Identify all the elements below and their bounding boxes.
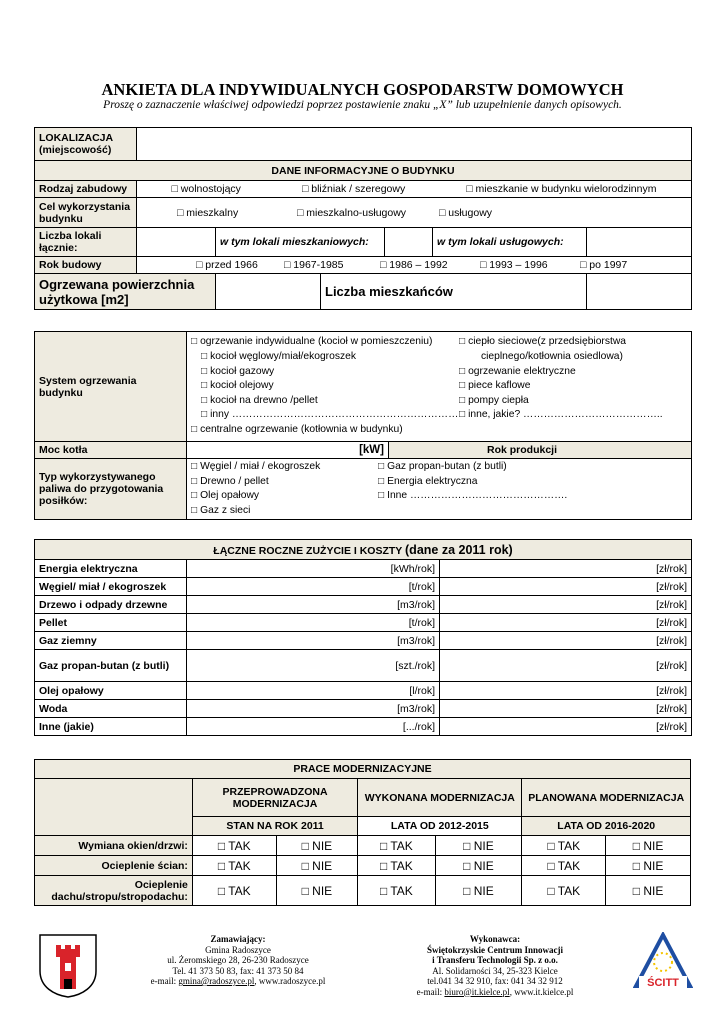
no-checkbox[interactable]: □ NIE: [276, 876, 358, 906]
year-option[interactable]: □ 1967-1985: [284, 259, 344, 271]
client-phone: Tel. 41 373 50 83, fax: 41 373 50 84: [172, 965, 304, 976]
modernization-row: [35, 836, 691, 856]
heating-option[interactable]: □ ogrzewanie elektryczne: [459, 365, 576, 377]
consumption-cost-input[interactable]: [zł/rok]: [440, 718, 692, 736]
heating-option[interactable]: □ ciepło sieciowe(z przedsiębiorstwa: [459, 336, 627, 348]
consumption-row: [35, 682, 692, 700]
units-label: Liczba lokali łącznie:: [35, 228, 137, 257]
year-option[interactable]: □ 1986 – 1992: [380, 259, 448, 271]
consumption-cost-input[interactable]: [zł/rok]: [440, 632, 692, 650]
units-service-label: w tym lokali usługowych:: [433, 228, 587, 257]
no-checkbox[interactable]: □ NIE: [435, 836, 522, 856]
consumption-label: Energia elektryczna: [35, 560, 187, 578]
consumption-row: [35, 596, 692, 614]
area-input[interactable]: [216, 274, 321, 310]
heating-option[interactable]: □ kocioł węglowy/miał/ekogroszek: [201, 351, 357, 363]
contractor-email-label: e-mail:: [416, 986, 443, 997]
consumption-quantity-input[interactable]: [t/rok]: [187, 614, 440, 632]
contractor-address: Al. Solidarności 34, 25-323 Kielce: [432, 965, 558, 976]
scitt-logo-text: ŚCITT: [647, 977, 679, 989]
instructions: Proszę o zaznaczenie właściwej odpowiedzi poprzez postawienie znaku „X” lub uzupełnienie danych opisowych.: [103, 99, 622, 111]
contractor-email-link[interactable]: biuro@it.kielce.pl: [444, 986, 510, 997]
building-purpose-label: Cel wykorzystania budynku: [35, 198, 137, 228]
cooking-option[interactable]: □ Drewno / pellet: [191, 475, 269, 487]
consumption-title: [35, 540, 692, 560]
no-checkbox[interactable]: □ NIE: [606, 836, 691, 856]
heating-option[interactable]: □ kocioł na drewno /pellet: [201, 394, 318, 406]
building-type-option[interactable]: □ mieszkanie w budynku wielorodzinnym: [466, 183, 657, 195]
heating-option[interactable]: □ pompy ciepła: [459, 394, 529, 406]
no-checkbox[interactable]: □ NIE: [606, 876, 691, 906]
year-option[interactable]: □ przed 1966: [196, 259, 258, 271]
consumption-quantity-input[interactable]: [t/rok]: [187, 578, 440, 596]
consumption-cost-input[interactable]: [zł/rok]: [440, 596, 692, 614]
client-name: Gmina Radoszyce: [205, 944, 271, 955]
consumption-cost-input[interactable]: [zł/rok]: [440, 700, 692, 718]
modernization-row-label: Ocieplenie dachu/stropu/stropodachu:: [35, 876, 193, 906]
consumption-cost-input[interactable]: [zł/rok]: [440, 682, 692, 700]
consumption-label: Pellet: [35, 614, 187, 632]
building-type-label: Rodzaj zabudowy: [35, 181, 137, 198]
col-planned: PLANOWANA MODERNIZACJA: [522, 779, 691, 817]
col-executed: WYKONANA MODERNIZACJA: [358, 779, 522, 817]
heating-option[interactable]: □ inne, jakie? …………………………………..: [459, 409, 663, 421]
consumption-row: [35, 560, 692, 578]
units-service-input[interactable]: [587, 228, 692, 257]
no-checkbox[interactable]: □ NIE: [276, 856, 358, 876]
units-residential-label: w tym lokali mieszkaniowych:: [216, 228, 385, 257]
units-total-input[interactable]: [137, 228, 216, 257]
yes-checkbox[interactable]: □ TAK: [192, 836, 276, 856]
yes-checkbox[interactable]: □ TAK: [358, 856, 435, 876]
residents-input[interactable]: [587, 274, 692, 310]
yes-checkbox[interactable]: □ TAK: [192, 856, 276, 876]
consumption-label: Gaz propan-butan (z butli): [35, 650, 187, 682]
heating-option[interactable]: □ piece kaflowe: [459, 380, 531, 392]
consumption-row: [35, 614, 692, 632]
sub-done: STAN NA ROK 2011: [192, 817, 357, 836]
sub-planned: LATA OD 2016-2020: [522, 817, 691, 836]
purpose-option[interactable]: □ usługowy: [439, 206, 493, 219]
modernization-row-label: Ocieplenie ścian:: [35, 856, 193, 876]
cooking-option[interactable]: □ Inne ……………………………………….: [378, 490, 568, 502]
contractor-name: Świętokrzyskie Centrum Innowacji: [427, 944, 563, 955]
modernization-row-label: Wymiana okien/drzwi:: [35, 836, 193, 856]
radoszyce-coat-of-arms: [38, 933, 98, 999]
consumption-table: [34, 539, 692, 736]
yes-checkbox[interactable]: □ TAK: [522, 856, 606, 876]
consumption-label: Inne (jakie): [35, 718, 187, 736]
contractor-name-2: i Transferu Technologii Sp. z o.o.: [432, 955, 558, 965]
consumption-quantity-input[interactable]: [szt./rok]: [187, 650, 440, 682]
modernization-corner: [35, 779, 193, 836]
client-email-link[interactable]: gmina@radoszyce.pl: [178, 976, 255, 986]
purpose-option[interactable]: □ mieszkalno-usługowy: [297, 206, 407, 219]
modernization-title: PRACE MODERNIZACYJNE: [35, 760, 691, 779]
heating-option[interactable]: □ inny …………………………………………………………: [201, 409, 459, 421]
contractor-web[interactable]: , www.it.kielce.pl: [509, 986, 574, 997]
consumption-quantity-input[interactable]: [kWh/rok]: [187, 560, 440, 578]
consumption-row: [35, 578, 692, 596]
no-checkbox[interactable]: □ NIE: [435, 876, 522, 906]
modernization-table: [34, 759, 691, 906]
year-option[interactable]: □ 1993 – 1996: [480, 259, 548, 271]
contractor-info: [385, 934, 605, 997]
contractor-title: Wykonawca:: [469, 934, 521, 944]
year-option[interactable]: □ po 1997: [580, 259, 628, 271]
building-section-title: DANE INFORMACYJNE O BUDYNKU: [35, 161, 692, 181]
heating-option[interactable]: □ kocioł gazowy: [201, 365, 275, 377]
boiler-power-label: Moc kotła: [35, 442, 187, 459]
heating-option[interactable]: □ ogrzewanie indywidualne (kocioł w pomieszczeniu): [191, 336, 433, 348]
consumption-label: Drzewo i odpady drzewne: [35, 596, 187, 614]
consumption-label: Woda: [35, 700, 187, 718]
scitt-logo: [633, 932, 693, 992]
location-label: LOKALIZACJA (miejscowość): [35, 128, 137, 161]
consumption-quantity-input[interactable]: [l/rok]: [187, 682, 440, 700]
consumption-quantity-input[interactable]: [.../rok]: [187, 718, 440, 736]
no-checkbox[interactable]: □ NIE: [606, 856, 691, 876]
cooking-option[interactable]: □ Gaz propan-butan (z butli): [378, 461, 507, 472]
year-label: Rok budowy: [35, 257, 137, 274]
client-email-label: e-mail:: [150, 976, 177, 986]
cooking-option[interactable]: □ Gaz z sieci: [191, 504, 251, 516]
cooking-option[interactable]: □ Olej opałowy: [191, 490, 260, 502]
col-done: PRZEPROWADZONA MODERNIZACJA: [192, 779, 357, 817]
boiler-power-unit[interactable]: [kW]: [187, 442, 389, 459]
no-checkbox[interactable]: □ NIE: [435, 856, 522, 876]
page-title: ANKIETA DLA INDYWIDUALNYCH GOSPODARSTW DOMOWYCH: [101, 80, 624, 99]
client-address: ul. Żeromskiego 28, 26-230 Radoszyce: [167, 955, 309, 965]
consumption-label: Gaz ziemny: [35, 632, 187, 650]
location-input[interactable]: [137, 128, 692, 161]
no-checkbox[interactable]: □ NIE: [276, 836, 358, 856]
heating-table: [34, 331, 692, 520]
consumption-label: Olej opałowy: [35, 682, 187, 700]
heating-option[interactable]: □ kocioł olejowy: [201, 380, 274, 392]
client-web[interactable]: , www.radoszyce.pl: [254, 976, 326, 986]
consumption-cost-input[interactable]: [zł/rok]: [440, 650, 692, 682]
building-table: [34, 127, 692, 310]
yes-checkbox[interactable]: □ TAK: [192, 876, 276, 906]
heating-system-label: System ogrzewania budynku: [35, 332, 187, 442]
sub-executed: LATA OD 2012-2015: [358, 817, 522, 836]
purpose-option[interactable]: □ mieszkalny: [177, 206, 239, 219]
production-year-label: Rok produkcji: [389, 442, 692, 459]
client-info: [128, 934, 348, 987]
yes-checkbox[interactable]: □ TAK: [358, 836, 435, 856]
consumption-quantity-input[interactable]: [m3/rok]: [187, 700, 440, 718]
consumption-quantity-input[interactable]: [m3/rok]: [187, 632, 440, 650]
consumption-cost-input[interactable]: [zł/rok]: [440, 560, 692, 578]
contractor-phone: tel.041 34 32 910, fax: 041 34 32 912: [427, 976, 563, 986]
modernization-row: [35, 856, 691, 876]
consumption-label: Węgiel/ miał / ekogroszek: [35, 578, 187, 596]
area-label: Ogrzewana powierzchnia użytkowa [m2]: [35, 274, 216, 310]
building-type-option[interactable]: □ wolnostojący: [171, 183, 241, 195]
cooking-option[interactable]: □ Węgiel / miał / ekogroszek: [191, 461, 321, 472]
consumption-row: [35, 700, 692, 718]
heating-option-cont: cieplnego/kotłownia osiedlowa): [481, 351, 623, 363]
cooking-fuel-label: Typ wykorzystywanego paliwa do przygotowania posiłków:: [35, 459, 187, 520]
client-title: Zamawiający:: [210, 934, 266, 944]
consumption-quantity-input[interactable]: [m3/rok]: [187, 596, 440, 614]
yes-checkbox[interactable]: □ TAK: [522, 836, 606, 856]
yes-checkbox[interactable]: □ TAK: [522, 876, 606, 906]
residents-label: Liczba mieszkańców: [321, 274, 587, 310]
consumption-title-year: (dane za 2011 rok): [405, 542, 513, 557]
heating-option[interactable]: □ centralne ogrzewanie (kotłownia w budynku): [191, 423, 403, 435]
modernization-row: [35, 876, 691, 906]
consumption-title-main: ŁĄCZNE ROCZNE ZUŻYCIE I KOSZTY: [213, 544, 403, 557]
units-residential-input[interactable]: [385, 228, 433, 257]
cooking-option[interactable]: □ Energia elektryczna: [378, 475, 478, 487]
consumption-row: [35, 632, 692, 650]
consumption-row: [35, 650, 692, 682]
consumption-row: [35, 718, 692, 736]
building-type-option[interactable]: □ bliźniak / szeregowy: [301, 183, 406, 195]
consumption-cost-input[interactable]: [zł/rok]: [440, 614, 692, 632]
yes-checkbox[interactable]: □ TAK: [358, 876, 435, 906]
consumption-cost-input[interactable]: [zł/rok]: [440, 578, 692, 596]
